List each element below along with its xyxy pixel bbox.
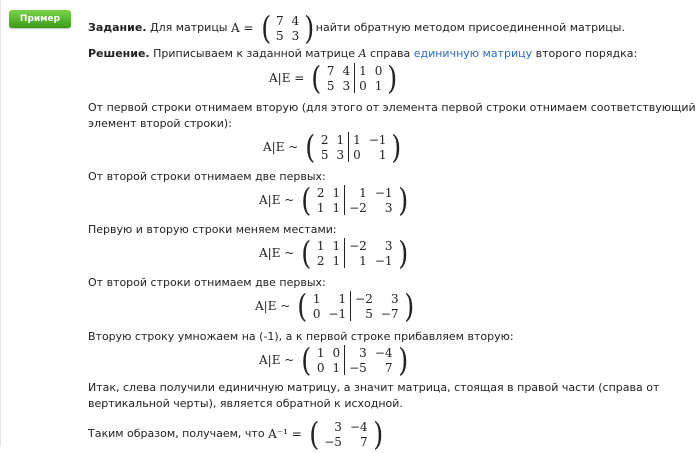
matrix-cell: 3 — [342, 78, 351, 93]
equation-lhs: A|E ~ — [255, 299, 291, 313]
solution-var: A — [358, 47, 367, 60]
identity-matrix-link[interactable]: единичную матрицу — [413, 47, 533, 60]
matrix-cell: −1 — [368, 132, 387, 147]
matrix-cell: 1 — [332, 185, 341, 200]
matrix-cell: −7 — [380, 306, 399, 321]
left-paren: ( — [311, 59, 322, 97]
left-paren: ( — [297, 287, 308, 325]
matrix-cell: −2 — [355, 291, 373, 306]
matrix-cell: 7 — [360, 434, 368, 449]
equation-lhs: A|E = — [269, 71, 305, 85]
matrix-cell: −1 — [374, 185, 393, 200]
matrix-cell: 5 — [365, 306, 373, 321]
matrix-cell: 1 — [332, 360, 341, 375]
matrix-cell: 1 — [312, 291, 321, 306]
matrix-cell: 0 — [332, 345, 341, 360]
task-text-post: найти обратную методом присоединенной матрицы. — [315, 21, 625, 34]
right-paren: ) — [397, 234, 408, 272]
equation-lhs: A|E ~ — [259, 193, 295, 207]
matrix-cell: 4 — [342, 63, 351, 78]
matrix-cell: 3 — [390, 291, 399, 306]
task-matrix — [231, 9, 316, 47]
matrix-A — [272, 13, 303, 43]
matrix-cell: 0 — [353, 147, 361, 162]
left-paren: ( — [260, 9, 271, 47]
matrix-cell: −1 — [328, 306, 347, 321]
matrix-cell: 1 — [332, 253, 341, 268]
augmented-matrix-3 — [313, 238, 397, 268]
step-2-text: От второй строки отнимаем две первых: — [88, 170, 326, 183]
result-equation — [268, 415, 384, 453]
step-1-text-b: элемент второй строки): — [88, 117, 232, 130]
matrix-cell: 3 — [359, 345, 367, 360]
augmented-matrix-4 — [309, 291, 403, 321]
result-text: Таким образом, получаем, что — [88, 427, 265, 440]
left-paren: ( — [301, 234, 312, 272]
conclusion-text-a: Итак, слева получили единичную матрицу, а значит матрица, стоящая в правой части (справа от — [88, 381, 660, 394]
equation-4 — [255, 287, 415, 325]
matrix-cell: 1 — [353, 132, 361, 147]
matrix-cell: 1 — [336, 132, 345, 147]
matrix-cell: 1 — [378, 147, 387, 162]
matrix-cell: −1 — [374, 253, 393, 268]
solution-line — [88, 46, 637, 62]
solution-text-mid: справа — [370, 47, 411, 60]
right-paren: ) — [372, 415, 383, 453]
matrix-cell: 4 — [291, 13, 300, 28]
right-paren: ) — [403, 287, 414, 325]
matrix-cell: 0 — [316, 360, 325, 375]
augmented-matrix-1 — [317, 132, 391, 162]
matrix-cell: 1 — [374, 78, 383, 93]
step-3-text: Первую и вторую строки меняем местами: — [88, 223, 337, 236]
matrix-cell: 1 — [316, 238, 325, 253]
augmented-matrix-0 — [323, 63, 387, 93]
matrix-cell: 1 — [338, 291, 347, 306]
matrix-cell: −4 — [349, 419, 368, 434]
equation-lhs: A|E ~ — [259, 353, 295, 367]
step-1-text-a: От первой строки отнимаем вторую (для этого от элемента первой строки отнимаем соответствующий — [88, 101, 696, 114]
right-paren: ) — [397, 181, 408, 219]
task-text-pre: Для матрицы — [150, 21, 228, 34]
matrix-cell: 2 — [320, 132, 329, 147]
matrix-cell: −5 — [324, 434, 342, 449]
task-matrix-lhs: A = — [231, 21, 254, 35]
solution-label: Решение. — [88, 47, 150, 60]
matrix-cell: −5 — [349, 360, 367, 375]
equation-2 — [259, 181, 409, 219]
matrix-cell: 3 — [384, 200, 393, 215]
matrix-cell: 2 — [316, 185, 325, 200]
left-paren: ( — [301, 341, 312, 379]
matrix-cell: 1 — [359, 63, 367, 78]
right-paren: ) — [391, 128, 402, 166]
equation-0 — [269, 59, 399, 97]
equation-3 — [259, 234, 409, 272]
step-5-text: Вторую строку умножаем на (-1), а к первой строке прибавляем вторую: — [88, 330, 514, 343]
matrix-cell: 7 — [326, 63, 335, 78]
result-line — [88, 415, 384, 453]
matrix-cell: 0 — [312, 306, 321, 321]
equation-lhs: A|E ~ — [263, 140, 299, 154]
matrix-cell: 0 — [374, 63, 383, 78]
matrix-cell: 7 — [384, 360, 393, 375]
augmented-matrix-2 — [313, 185, 397, 215]
example-badge[interactable]: Пример — [9, 10, 71, 28]
result-lhs: A⁻¹ = — [268, 427, 302, 441]
inverse-matrix — [320, 419, 371, 449]
matrix-cell: 0 — [359, 78, 367, 93]
right-paren: ) — [397, 341, 408, 379]
matrix-cell: −2 — [349, 200, 367, 215]
matrix-cell: 5 — [326, 78, 335, 93]
equation-5 — [259, 341, 409, 379]
matrix-cell: −2 — [349, 238, 367, 253]
left-paren: ( — [308, 415, 319, 453]
solution-text-post: второго порядка: — [535, 47, 638, 60]
matrix-cell: 1 — [316, 345, 325, 360]
equation-lhs: A|E ~ — [259, 246, 295, 260]
matrix-cell: 1 — [332, 238, 341, 253]
task-line — [88, 9, 625, 47]
matrix-cell: 1 — [359, 253, 367, 268]
equation-1 — [263, 128, 403, 166]
right-paren: ) — [387, 59, 398, 97]
matrix-cell: 3 — [384, 238, 393, 253]
matrix-cell: 1 — [316, 200, 325, 215]
right-paren: ) — [304, 9, 315, 47]
conclusion-text-b: вертикальной черты), является обратной к исходной. — [88, 397, 403, 410]
task-label: Задание. — [88, 21, 147, 34]
left-paren: ( — [301, 181, 312, 219]
matrix-cell: 2 — [316, 253, 325, 268]
solution-text-pre: Приписываем к заданной матрице — [153, 47, 356, 60]
step-4-text: От второй строки отнимаем две первых: — [88, 276, 326, 289]
augmented-matrix-5 — [313, 345, 397, 375]
matrix-cell: 1 — [359, 185, 367, 200]
matrix-cell: 5 — [276, 28, 284, 43]
matrix-cell: 7 — [276, 13, 284, 28]
matrix-cell: 1 — [332, 200, 341, 215]
matrix-cell: 3 — [334, 419, 342, 434]
matrix-cell: 5 — [320, 147, 329, 162]
matrix-cell: 3 — [336, 147, 345, 162]
left-paren: ( — [305, 128, 316, 166]
matrix-cell: 3 — [291, 28, 300, 43]
matrix-cell: −4 — [374, 345, 393, 360]
